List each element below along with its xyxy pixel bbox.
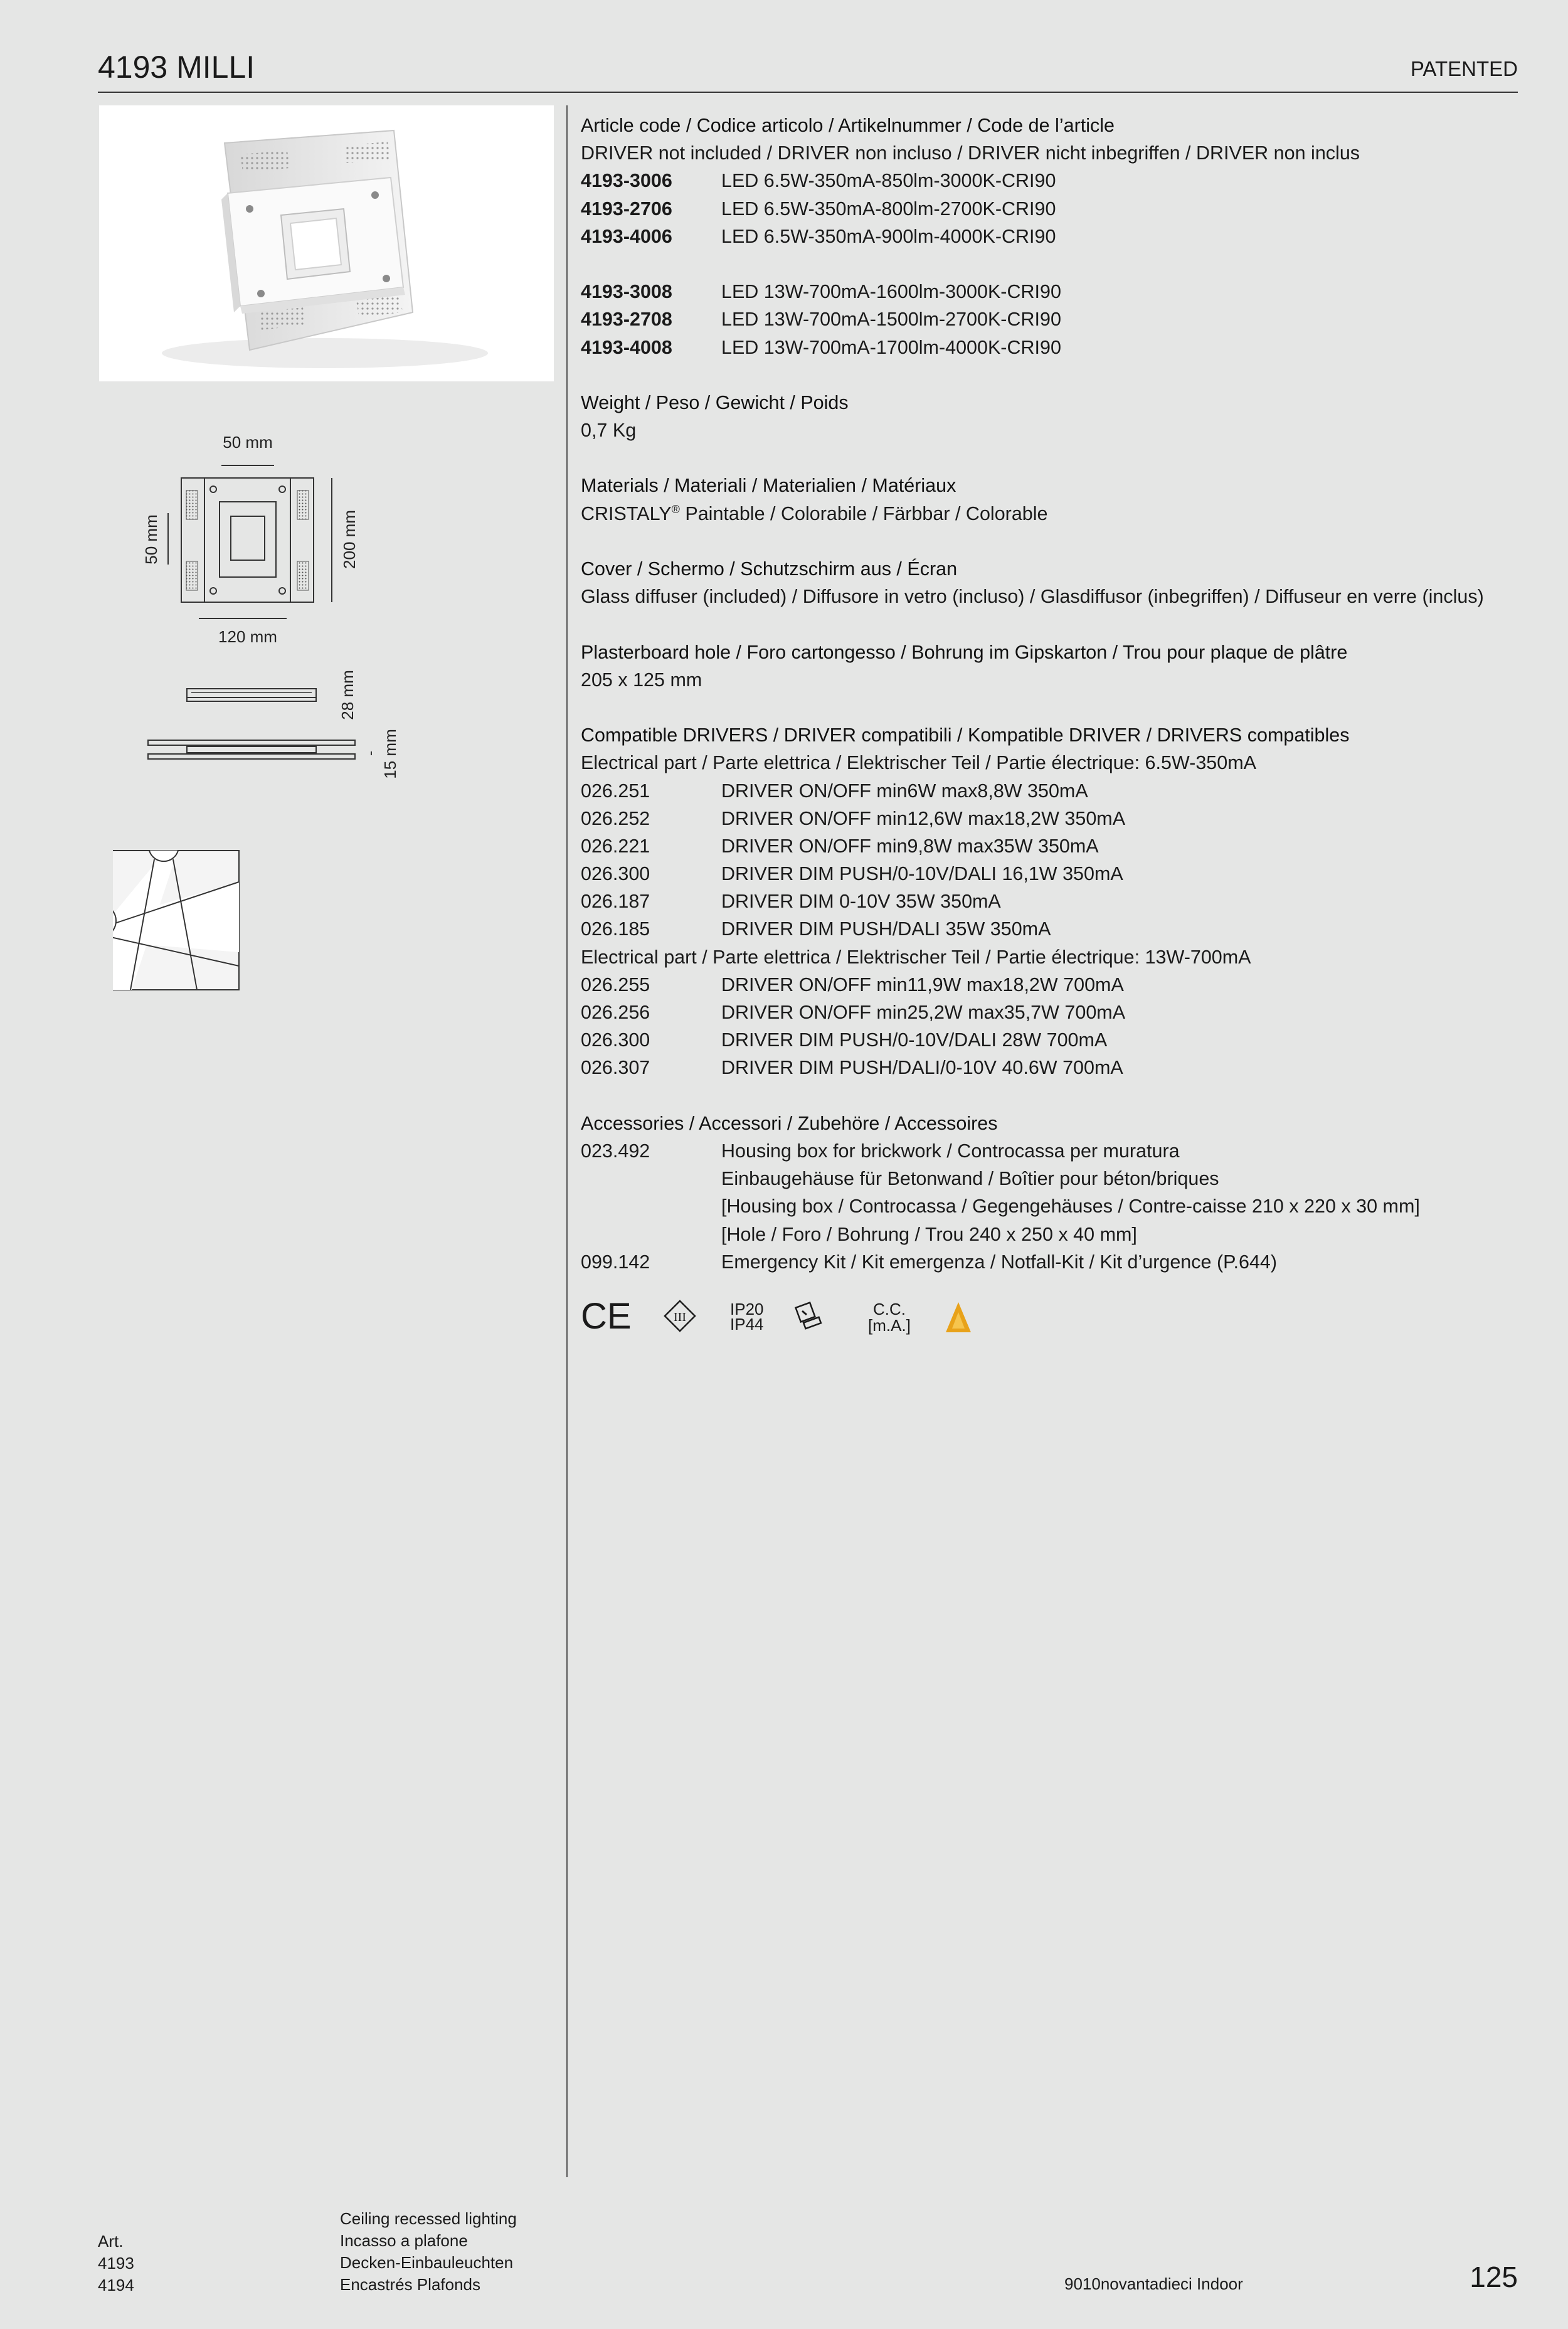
header-rule — [98, 92, 1518, 93]
footer-art-number: 4194 — [98, 2276, 134, 2295]
page-number: 125 — [1470, 2261, 1518, 2293]
driver-desc: DRIVER DIM PUSH/0-10V/DALI 28W 700mA — [721, 1029, 1108, 1051]
footer-category-line: Incasso a plafone — [340, 2231, 468, 2250]
class-iii-icon — [665, 1301, 695, 1331]
footer-category-line: Encastrés Plafonds — [340, 2275, 481, 2294]
flange-profile-drawing — [148, 729, 400, 778]
dim-profile-depth: 28 mm — [338, 670, 357, 720]
driver-code: 026.300 — [581, 863, 650, 885]
recessed-installation-icon — [796, 1303, 821, 1329]
electrical-part-350: Electrical part / Parte elettrica / Elektrischer Teil / Partie électrique: 6.5W-350mA — [581, 752, 1256, 774]
driver-row — [581, 999, 1503, 1026]
side-profile-drawing — [187, 670, 357, 719]
registered-mark: ® — [671, 502, 680, 516]
electrical-part-700: Electrical part / Parte elettrica / Elektrischer Teil / Partie électrique: 13W-700mA — [581, 946, 1251, 968]
driver-desc: DRIVER DIM PUSH/DALI 35W 350mA — [721, 918, 1051, 940]
driver-code: 026.300 — [581, 1029, 650, 1051]
patented-label: PATENTED — [1410, 57, 1518, 80]
driver-code: 026.252 — [581, 807, 650, 829]
product-photo — [99, 105, 554, 381]
specification-block — [581, 112, 1503, 1276]
article-code: 4193-3006 — [581, 170, 672, 192]
accessory-desc: [Hole / Foro / Bohrung / Trou 240 x 250 x 40 mm] — [721, 1223, 1137, 1245]
accessory-row — [581, 1221, 1503, 1248]
driver-code: 026.307 — [581, 1057, 650, 1079]
article-desc: LED 6.5W-350mA-800lm-2700K-CRI90 — [721, 198, 1056, 220]
svg-text:IP44: IP44 — [730, 1315, 764, 1334]
driver-code: 026.251 — [581, 780, 650, 802]
article-row — [581, 167, 1503, 194]
article-row — [581, 278, 1503, 305]
constant-current-icon — [868, 1300, 911, 1335]
article-desc: LED 13W-700mA-1700lm-4000K-CRI90 — [721, 336, 1061, 358]
driver-row — [581, 971, 1503, 999]
driver-row — [581, 1054, 1503, 1081]
materials-value — [581, 500, 1503, 528]
article-code-heading: Article code / Codice articolo / Artikelnummer / Code de l’article — [581, 115, 1115, 136]
article-code: 4193-4008 — [581, 336, 672, 358]
article-code: 4193-3008 — [581, 281, 672, 303]
led-triangle-icon — [946, 1302, 971, 1332]
top-view-drawing — [142, 433, 359, 646]
driver-desc: DRIVER DIM PUSH/0-10V/DALI 16,1W 350mA — [721, 863, 1123, 885]
driver-desc: DRIVER ON/OFF min25,2W max35,7W 700mA — [721, 1002, 1126, 1023]
driver-desc: DRIVER DIM 0-10V 35W 350mA — [721, 891, 1001, 913]
product-illustration — [99, 105, 554, 381]
driver-desc: DRIVER ON/OFF min9,8W max35W 350mA — [721, 835, 1099, 857]
accessory-row — [581, 1248, 1503, 1276]
footer-category — [340, 2208, 517, 2296]
accessory-row — [581, 1137, 1503, 1165]
article-desc: LED 6.5W-350mA-900lm-4000K-CRI90 — [721, 225, 1056, 247]
footer-art-label: Art. — [98, 2232, 124, 2251]
driver-code: 026.255 — [581, 974, 650, 995]
driver-code: 026.221 — [581, 835, 650, 857]
dim-flange-depth: 15 mm — [381, 729, 400, 779]
driver-code: 026.187 — [581, 891, 650, 913]
accessory-code: 099.142 — [581, 1251, 650, 1273]
weight-heading: Weight / Peso / Gewicht / Poids — [581, 391, 849, 413]
footer-art-number: 4193 — [98, 2254, 134, 2273]
article-code: 4193-2706 — [581, 198, 672, 220]
driver-row — [581, 805, 1503, 832]
article-desc: LED 13W-700mA-1500lm-2700K-CRI90 — [721, 309, 1061, 331]
page-title: 4193 MILLI — [98, 50, 255, 85]
footer-brand: 9010novantadieci Indoor — [1064, 2274, 1243, 2293]
cover-heading: Cover / Schermo / Schutzschirm aus / Écran — [581, 558, 958, 580]
article-desc: LED 6.5W-350mA-850lm-3000K-CRI90 — [721, 170, 1056, 192]
weight-value: 0,7 Kg — [581, 420, 637, 442]
certification-icons — [580, 1293, 1019, 1337]
article-code: 4193-4006 — [581, 225, 672, 247]
accessory-desc: Emergency Kit / Kit emergenza / Notfall-Kit / Kit d’urgence (P.644) — [721, 1251, 1278, 1273]
materials-brand: CRISTALY — [581, 502, 672, 524]
driver-note: DRIVER not included / DRIVER non incluso / DRIVER nicht inbegriffen / DRIVER non inclus — [581, 142, 1360, 164]
accessory-desc: Einbaugehäuse für Betonwand / Boîtier pour béton/briques — [721, 1168, 1219, 1190]
svg-text:III: III — [674, 1310, 686, 1324]
article-row — [581, 195, 1503, 223]
accessories-heading: Accessories / Accessori / Zubehöre / Accessoires — [581, 1112, 998, 1134]
driver-row — [581, 888, 1503, 915]
driver-desc: DRIVER ON/OFF min11,9W max18,2W 700mA — [721, 974, 1124, 995]
accessory-row — [581, 1192, 1503, 1220]
column-divider — [566, 105, 568, 2177]
article-row — [581, 223, 1503, 250]
ip-rating-icon — [730, 1300, 764, 1334]
dim-height-left: 50 mm — [142, 514, 161, 565]
driver-row — [581, 777, 1503, 805]
svg-text:[m.A.]: [m.A.] — [868, 1316, 911, 1335]
ce-mark-icon — [581, 1296, 632, 1337]
technical-drawings — [113, 433, 439, 1060]
materials-heading: Materials / Materiali / Materialien / Matériaux — [581, 475, 956, 497]
plasterboard-hole-heading: Plasterboard hole / Foro cartongesso / Bohrung im Gipskarton / Trou pour plaque de plâtre — [581, 641, 1348, 663]
cover-value: Glass diffuser (included) / Diffusore in vetro (incluso) / Glasdiffusor (inbegriffen) / Diffuseur en verre (inclus) — [581, 586, 1484, 608]
svg-text:IP20: IP20 — [730, 1300, 764, 1318]
svg-text:C.C.: C.C. — [873, 1300, 906, 1318]
article-code: 4193-2708 — [581, 309, 672, 331]
materials-rest: Paintable / Colorabile / Färbbar / Colorable — [679, 502, 1048, 524]
driver-row — [581, 832, 1503, 860]
plasterboard-hole-value: 205 x 125 mm — [581, 669, 702, 691]
footer-article — [98, 2231, 134, 2296]
compatible-drivers-heading: Compatible DRIVERS / DRIVER compatibili / Kompatible DRIVER / DRIVERS compatibles — [581, 724, 1350, 746]
accessory-code: 023.492 — [581, 1140, 650, 1162]
driver-code: 026.185 — [581, 918, 650, 940]
accessory-desc: Housing box for brickwork / Controcassa per muratura — [721, 1140, 1180, 1162]
driver-code: 026.256 — [581, 1002, 650, 1023]
accessory-desc: [Housing box / Controcassa / Gegengehäuses / Contre-caisse 210 x 220 x 30 mm] — [721, 1196, 1420, 1218]
driver-row — [581, 860, 1503, 888]
dim-width-bottom: 120 mm — [218, 627, 277, 646]
article-row — [581, 305, 1503, 333]
driver-desc: DRIVER DIM PUSH/DALI/0-10V 40.6W 700mA — [721, 1057, 1123, 1079]
dim-height-right: 200 mm — [340, 510, 359, 569]
driver-row — [581, 915, 1503, 943]
footer-category-line: Ceiling recessed lighting — [340, 2209, 517, 2228]
light-distribution-diagram — [113, 851, 239, 990]
footer-category-line: Decken-Einbauleuchten — [340, 2253, 514, 2272]
article-row — [581, 334, 1503, 361]
driver-desc: DRIVER ON/OFF min12,6W max18,2W 350mA — [721, 807, 1126, 829]
driver-desc: DRIVER ON/OFF min6W max8,8W 350mA — [721, 780, 1088, 802]
driver-row — [581, 1026, 1503, 1054]
article-desc: LED 13W-700mA-1600lm-3000K-CRI90 — [721, 281, 1061, 303]
dim-width-top: 50 mm — [223, 433, 273, 452]
svg-text:CE: CE — [581, 1296, 632, 1337]
accessory-row — [581, 1165, 1503, 1192]
